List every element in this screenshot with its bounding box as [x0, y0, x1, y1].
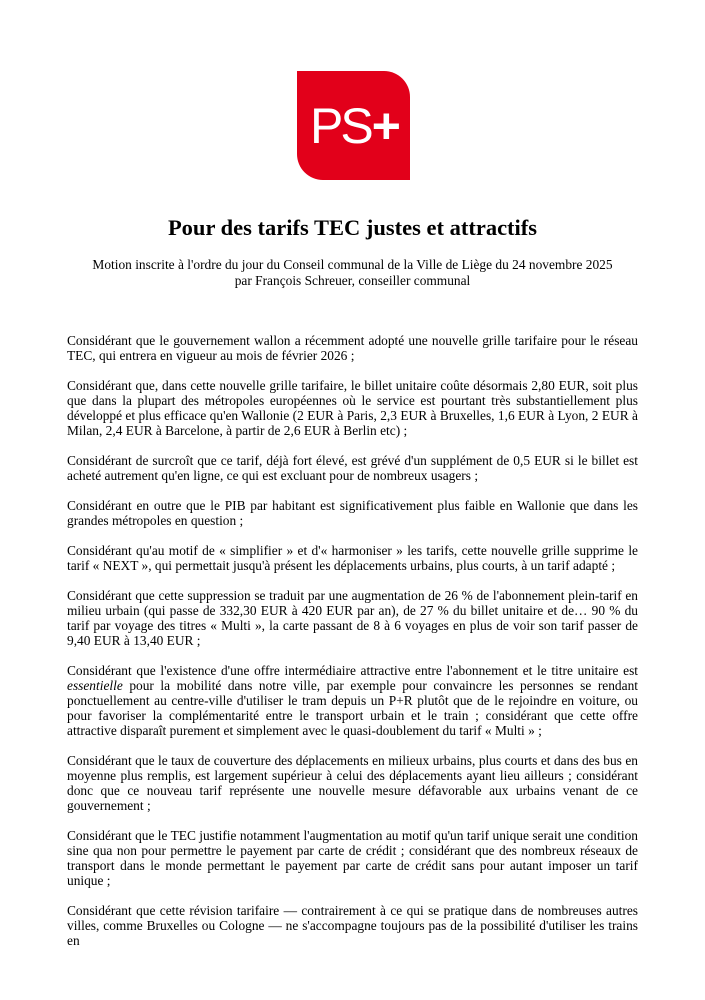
paragraph: Considérant de surcroît que ce tarif, déjà fort élevé, est grévé d'un supplément de 0,5 EUR si le billet est acheté autrement qu'en ligne, ce qui est excluant pour de nombreux usagers ; [67, 453, 638, 483]
subtitle-author: par François Schreuer, conseiller communal [234, 273, 471, 288]
ps-logo [297, 71, 410, 180]
emphasis: essentielle [67, 678, 123, 693]
subtitle [0, 257, 705, 289]
paragraph: Considérant qu'au motif de « simplifier » et d'« harmoniser » les tarifs, cette nouvelle grille supprime le tarif « NEXT », qui permettait jusqu'à présent les déplacements urbains, plus courts, à un tarif adapté ; [67, 543, 638, 573]
page-title: Pour des tarifs TEC justes et attractifs [167, 215, 538, 240]
subtitle-motion: Motion inscrite à l'ordre du jour du Conseil communal de la Ville de Liège du 24 novembre 2025 [92, 257, 613, 272]
paragraph: Considérant que, dans cette nouvelle grille tarifaire, le billet unitaire coûte désormais 2,80 EUR, soit plus que dans la plupart des métropoles européennes où le service est pourtant très substantiellement plus développé et plus efficace qu'en Wallonie (2 EUR à Paris, 2,3 EUR à Bruxelles, 1,6 EUR à Lyon, 2 EUR à Milan, 2,4 EUR à Barcelone, à partir de 2,6 EUR à Berlin etc) ; [67, 378, 638, 438]
logo-text: PS+ [310, 97, 397, 154]
paragraph: Considérant que cette révision tarifaire — contrairement à ce qui se pratique dans de nombreuses autres villes, comme Bruxelles ou Cologne — ne s'accompagne toujours pas de la possibilité d'utiliser les trains en [67, 903, 638, 948]
paragraph: Considérant en outre que le PIB par habitant est significativement plus faible en Wallonie que dans les grandes métropoles en question ; [67, 498, 638, 528]
document-body [67, 333, 638, 963]
paragraph: Considérant que le taux de couverture des déplacements en milieux urbains, plus courts et dans des bus en moyenne plus remplis, est largement supérieur à celui des déplacements ayant lieu ailleurs ; considérant donc que ce nouveau tarif représente une nouvelle mesure défavorable aux urbains venant de ce gouvernement ; [67, 753, 638, 813]
paragraph: Considérant que le TEC justifie notamment l'augmentation au motif qu'un tarif unique serait une condition sine qua non pour permettre le payement par carte de crédit ; considérant que des nombreux réseaux de transport dans le monde permettant le payement par carte de crédit sans pour autant imposer un tarif unique ; [67, 828, 638, 888]
paragraph: Considérant que l'existence d'une offre intermédiaire attractive entre l'abonnement et le titre unitaire est essentielle pour la mobilité dans notre ville, par exemple pour convaincre les personnes se rendant ponctuellement au centre-ville d'utiliser le tram depuis un P+R plutôt que de le rejoindre en voiture, ou pour favoriser la complémentarité entre le transport urbain et le train ; considérant que cette offre attractive disparaît purement et simplement avec le quasi-doublement du tarif « Multi » ; [67, 663, 638, 738]
paragraph: Considérant que le gouvernement wallon a récemment adopté une nouvelle grille tarifaire pour le réseau TEC, qui entrera en vigueur au mois de février 2026 ; [67, 333, 638, 363]
paragraph: Considérant que cette suppression se traduit par une augmentation de 26 % de l'abonnement plein-tarif en milieu urbain (qui passe de 332,30 EUR à 420 EUR par an), de 27 % du billet unitaire et de… 90 % du tarif par voyage des titres « Multi », la carte passant de 8 à 6 voyages en plus de voir son tarif passer de 9,40 EUR à 13,40 EUR ; [67, 588, 638, 648]
